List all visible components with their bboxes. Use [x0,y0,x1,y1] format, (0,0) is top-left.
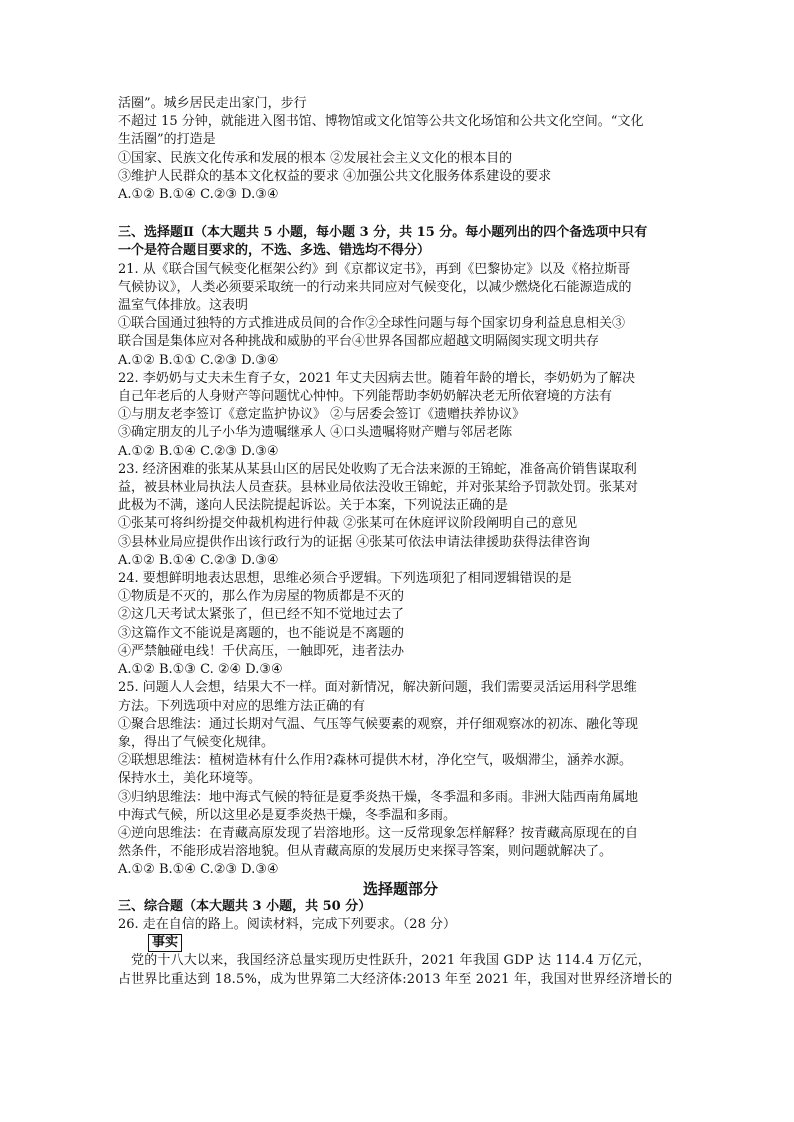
question-25-line: 25. 问题人人会想，结果大不一样。面对新情况，解决新问题，我们需要灵活运用科学思维 [118,680,637,696]
question-23-line: 23. 经济困难的张某从某县山区的居民处收购了无合法来源的王锦蛇，准备高价销售谋取利 [118,461,637,477]
question-23-answers: A.①② B.①④ C.②③ D.③④ [118,552,279,568]
question-25-option: 保持水土，美化环境等。 [118,771,262,787]
question-25-option: 然条件，不能形成岩溶地貌。但从青藏高原的发展历史来探寻答案，则问题就解决了。 [118,844,613,860]
question-23-line: 此极为不满，遂向人民法院提起诉讼。关于本案，下列说法正确的是 [118,498,509,514]
question-21-line: 21. 从《联合国气候变化框架公约》到《京都议定书》，再到《巴黎协定》以及《格拉斯哥 [118,261,631,277]
question-21-line: 气候协议》，人类必须要采取统一的行动来共同应对气候变化，以减少燃烧化石能源造成的 [118,279,632,295]
question-25-option: ②联想思维法：植树造林有什么作用?森林可提供木材，净化空气，吸烟滞尘，涵养水源。 [118,753,632,769]
question-24-option: ④严禁触碰电线！千伏高压，一触即死，违者法办 [118,643,405,659]
question-25-option: ③归纳思维法：地中海式气候的特征是夏季炎热干燥，冬季温和多雨。非洲大陆西南角属地 [118,789,639,805]
question-21-option: ①联合国通过独特的方式推进成员间的合作②全球性问题与每个国家切身利益息息相关③ [118,316,626,332]
question-22-answers: A.①② B.①④ C.②③ D.③④ [118,443,279,459]
text-line: 生活圈”的打造是 [118,132,216,148]
question-25-option: ④逆向思维法：在青藏高原发现了岩溶地形。这一反常现象怎样解释？按青藏高原现在的自 [118,825,639,841]
question-22-line: 自己年老后的人身财产等问题忧心忡忡。下列能帮助李奶奶解决老无所依窘境的方法有 [118,389,613,405]
option-line: ③维护人民群众的基本文化权益的要求 ④加强公共文化服务体系建设的要求 [118,168,552,184]
question-22-line: 22. 李奶奶与丈夫未生育子女，2021 年丈夫因病去世。随着年龄的增长，李奶奶为了解决 [118,370,636,386]
material-paragraph-line: 占世界比重达到 18.5%，成为世界第二大经济体:2013 年至 2021 年，我国对世界经济增长的 [118,971,673,987]
material-paragraph-line: 党的十八大以来，我国经济总量实现历史性跃升，2021 年我国 GDP 达 114.4 万亿元， [131,953,651,969]
section-2-heading: 三、选择题Ⅱ（本大题共 5 小题，每小题 3 分，共 15 分。每小题列出的四个备选项中只有 [118,225,648,241]
question-26-title: 26. 走在自信的路上。阅读材料，完成下列要求。（28 分） [118,916,456,932]
question-24-option: ②这几天考试太紧张了，但已经不知不觉地过去了 [118,607,405,623]
section-3-heading: 三、综合题（本大题共 3 小题，共 50 分） [118,898,372,914]
text-line: 活圈”。城乡居民走出家门，步行 [118,96,307,111]
section-2-heading-cont: 一个是符合题目要求的，不选、多选、错选均不得分） [118,243,431,259]
section-2 [118,224,683,879]
section-3 [118,898,683,989]
question-21-answers: A.①② B.①① C.②③ D.③④ [118,352,279,368]
question-23-option: ①张某可将纠纷提交仲裁机构进行仲裁 ②张某可在休庭评议阶段阐明自己的意见 [118,516,578,532]
page-content [118,95,683,989]
question-21-line: 温室气体排放。这表明 [118,298,249,314]
material-label-box: 事实 [148,934,182,952]
question-25-option: ①聚合思维法：通过长期对气温、气压等气候要素的观察，并仔细观察冰的初冻、融化等现 [118,716,639,732]
material-box-line [118,934,683,952]
question-24-option: ③这篇作文不能说是离题的，也不能说是不离题的 [118,625,405,641]
option-line: ①国家、民族文化传承和发展的根本 ②发展社会主义文化的根本目的 [118,150,513,166]
question-24-answers: A.①② B.①③ C. ②④ D.③④ [118,662,283,678]
text-line: 不超过 15 分钟，就能进入图书馆、博物馆或文化馆等公共文化场馆和公共文化空间。“文化 [118,114,644,130]
question-22-option: ①与朋友老李签订《意定监护协议》 ②与居委会签订《遗赠扶养协议》 [118,407,526,423]
answer-choices: A.①② B.①④ C.②③ D.③④ [118,187,279,203]
question-25-line: 方法。下列选项中对应的思维方法正确的有 [118,698,366,714]
question-23-line: 益，被县林业局执法人员查获。县林业局依法没收王锦蛇，并对张某给予罚款处罚。张某对 [118,480,639,496]
question-24-option: ①物质是不灭的，那么作为房屋的物质都是不灭的 [118,589,405,605]
part-title: 选择题部分 [362,879,438,898]
question-25-option: 中海式气候，所以这里必是夏季炎热干燥，冬季温和多雨。 [118,807,457,823]
question-25-answers: A.①② B.①④ C.②③ D.③④ [118,862,279,878]
intro-block [118,95,683,204]
question-24-line: 24. 要想鲜明地表达思想，思维必须合乎逻辑。下列选项犯了相同逻辑错误的是 [118,571,572,587]
question-23-option: ③县林业局应提供作出该行政行为的证据 ④张某可依法申请法律援助获得法律咨询 [118,534,591,550]
question-25-option: 象，得出了气候变化规律。 [118,734,275,750]
question-22-option: ③确定朋友的儿子小华为遗嘱继承人 ④口头遗嘱将财产赠与邻居老陈 [118,425,513,441]
question-21-option: 联合国是集体应对各种挑战和威胁的平台④世界各国都应超越文明隔阂实现文明共存 [118,334,600,350]
